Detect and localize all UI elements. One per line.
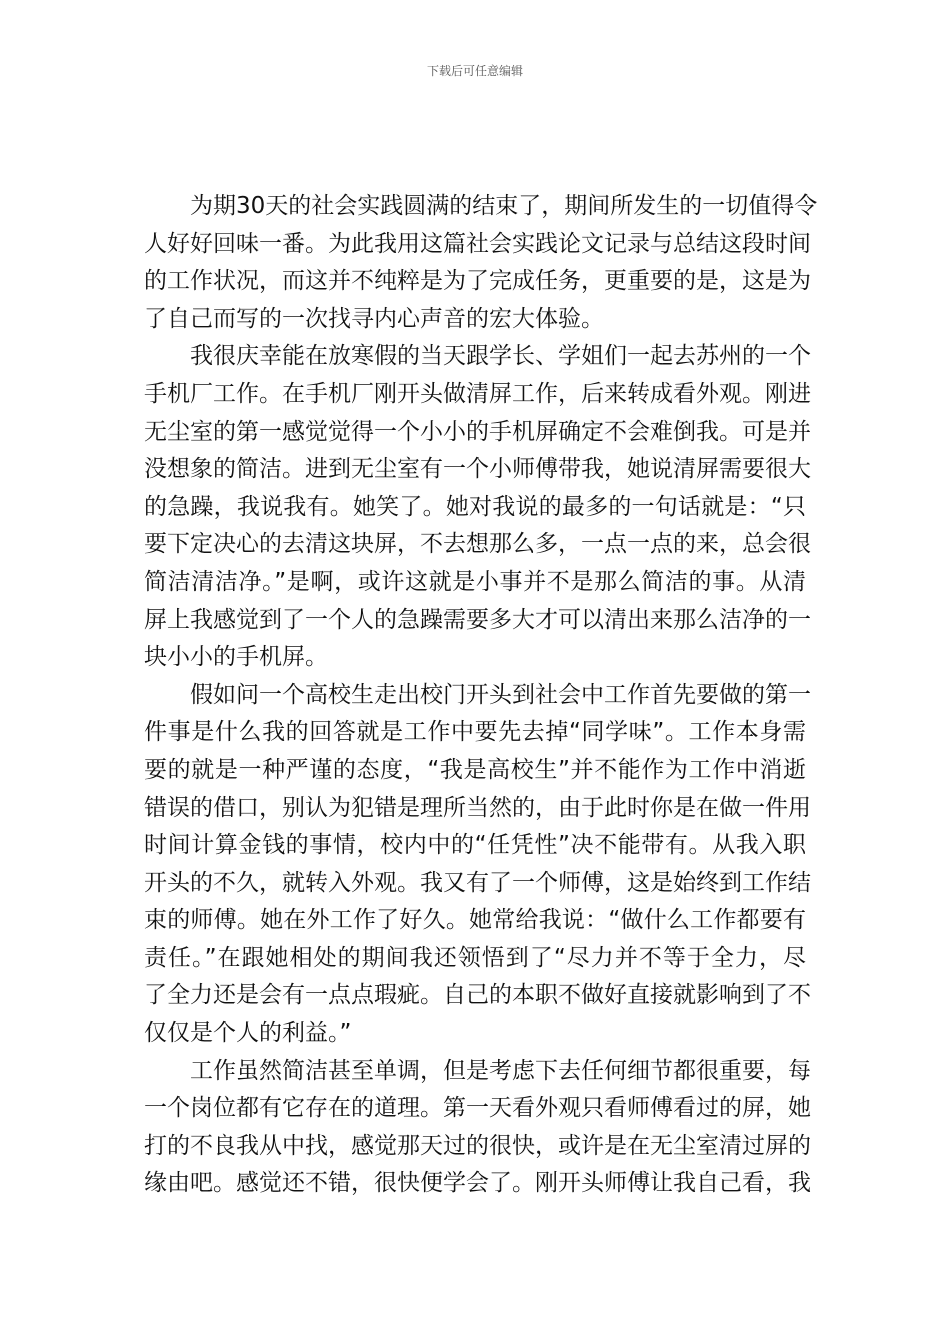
text-line: 的急躁，我说我有。她笑了。她对我说的最多的一句话就是：“只 bbox=[144, 493, 806, 520]
text-line: 时间计算金钱的事情，校内中的“任凭性”决不能带有。从我入职 bbox=[144, 832, 806, 859]
paragraph-2 bbox=[144, 338, 811, 676]
text-line: 的工作状况，而这并不纯粹是为了完成任务，更重要的是，这是为 bbox=[144, 268, 811, 295]
paragraph-1 bbox=[144, 188, 818, 338]
page-header: 下载后可任意编辑 bbox=[426, 64, 523, 78]
text-line: 束的师傅。她在外工作了好久。她常给我说：“做什么工作都要有 bbox=[144, 907, 806, 934]
text-line: 要下定决心的去清这块屏，不去想那么多，一点一点的来，总会很 bbox=[144, 531, 811, 558]
paragraph-3 bbox=[144, 677, 811, 1053]
text-line: 一个岗位都有它存在的道理。第一天看外观只看师傅看过的屏，她 bbox=[144, 1095, 811, 1122]
text-line: 开头的不久，就转入外观。我又有了一个师傅，这是始终到工作结 bbox=[144, 869, 811, 896]
text-line: 仅仅是个人的利益。” bbox=[144, 1020, 352, 1047]
paragraph-4 bbox=[144, 1053, 811, 1203]
text-line: 假如问一个高校生走出校门开头到社会中工作首先要做的第一 bbox=[190, 681, 811, 708]
text-line: 责任。”在跟她相处的期间我还领悟到了“尽力并不等于全力，尽 bbox=[144, 944, 806, 971]
document-body bbox=[144, 188, 818, 1203]
text-line: 打的不良我从中找，感觉那天过的很快，或许是在无尘室清过屏的 bbox=[144, 1132, 811, 1159]
text-line: 没想象的简洁。进到无尘室有一个小师傅带我，她说清屏需要很大 bbox=[144, 456, 811, 483]
text-line: 错误的借口，别认为犯错是理所当然的，由于此时你是在做一件用 bbox=[144, 794, 811, 821]
text-line: 屏上我感觉到了一个人的急躁需要多大才可以清出来那么洁净的一 bbox=[144, 606, 811, 633]
text-line: 了自己而写的一次找寻内心声音的宏大体验。 bbox=[144, 305, 604, 332]
text-line: 无尘室的第一感觉觉得一个小小的手机屏确定不会难倒我。可是并 bbox=[144, 418, 811, 445]
text-line: 简洁清洁净。”是啊，或许这就是小事并不是那么简洁的事。从清 bbox=[144, 568, 806, 595]
text-line: 缘由吧。感觉还不错，很快便学会了。刚开头师傅让我自己看，我 bbox=[144, 1170, 811, 1197]
text-line: 为期30天的社会实践圆满的结束了，期间所发生的一切值得令 bbox=[190, 193, 818, 219]
text-line: 人好好回味一番。为此我用这篇社会实践论文记录与总结这段时间 bbox=[144, 230, 811, 257]
text-line: 件事是什么我的回答就是工作中要先去掉“同学味”。工作本身需 bbox=[144, 719, 806, 746]
text-line: 我很庆幸能在放寒假的当天跟学长、学姐们一起去苏州的一个 bbox=[190, 343, 811, 370]
text-line: 要的就是一种严谨的态度，“我是高校生”并不能作为工作中消逝 bbox=[144, 756, 806, 783]
text-line: 工作虽然简洁甚至单调，但是考虑下去任何细节都很重要，每 bbox=[190, 1057, 811, 1084]
text-line: 了全力还是会有一点点瑕疵。自己的本职不做好直接就影响到了不 bbox=[144, 982, 811, 1009]
text-line: 手机厂工作。在手机厂刚开头做清屏工作，后来转成看外观。刚进 bbox=[144, 380, 811, 407]
text-line: 块小小的手机屏。 bbox=[144, 644, 328, 671]
